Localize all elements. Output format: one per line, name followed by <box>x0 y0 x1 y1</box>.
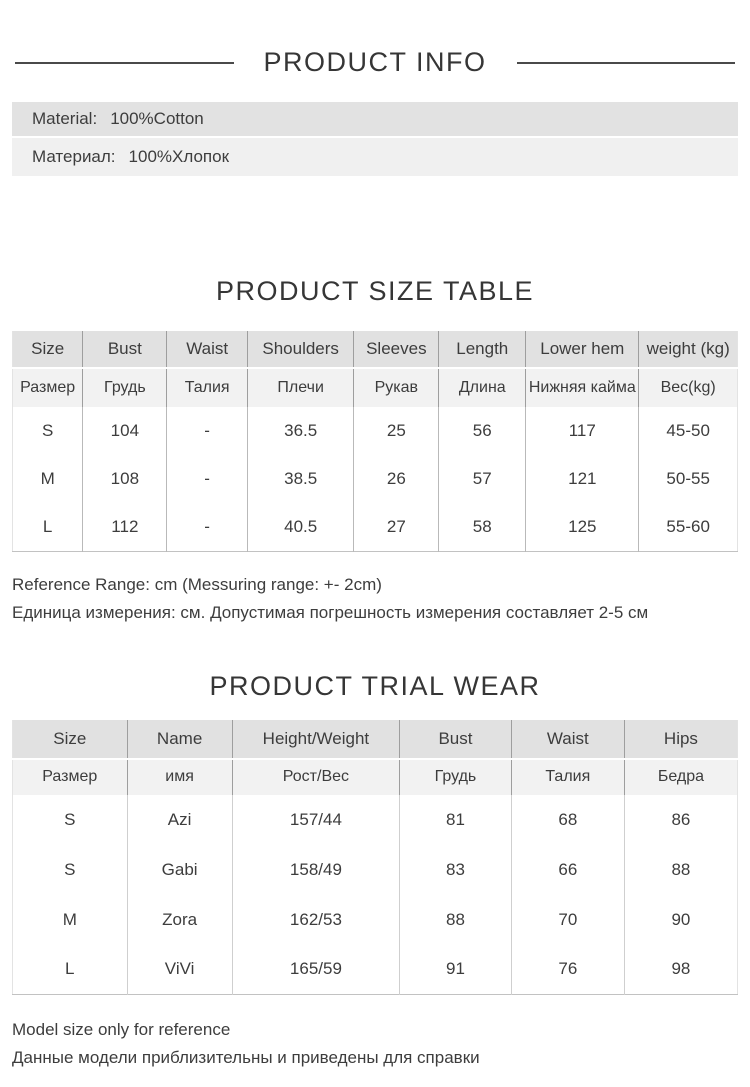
table-cell: S <box>41 421 54 440</box>
table-cell: 45-50 <box>639 407 738 455</box>
table-cell: M <box>40 469 55 488</box>
table-row <box>13 845 738 895</box>
model-notes <box>12 1016 738 1072</box>
table-cell: 81 <box>400 795 512 845</box>
model-note-en: Model size only for reference <box>12 1020 231 1039</box>
table-cell: S <box>64 809 76 829</box>
header-cell-en: Size <box>13 720 128 759</box>
table-cell: 26 <box>354 455 439 503</box>
header-cell-en: Bust <box>400 720 512 759</box>
material-label-en: Material: <box>32 109 98 128</box>
size-table-title: PRODUCT SIZE TABLE <box>215 276 535 306</box>
table-cell: 112 <box>83 503 167 551</box>
table-cell: 108 <box>83 455 167 503</box>
table-cell: 50-55 <box>639 455 738 503</box>
table-cell: 57 <box>439 455 526 503</box>
header-cell-en: Name <box>127 720 232 759</box>
header-cell-en: Waist <box>167 331 247 368</box>
header-cell-ru: Нижняя кайма <box>526 368 639 407</box>
header-cell-en: Length <box>439 331 526 368</box>
header-row <box>13 331 738 368</box>
header-cell-ru: Длина <box>439 368 526 407</box>
size-note-en: Reference Range: cm (Messuring range: +- 2cm) <box>12 574 382 594</box>
table-cell: 83 <box>400 845 512 895</box>
material-value-ru: 100%Хлопок <box>128 147 230 166</box>
table-cell: 88 <box>624 845 737 895</box>
table-cell: 158/49 <box>232 845 399 895</box>
table-cell: 121 <box>526 455 639 503</box>
header-cell-en: Hips <box>624 720 737 759</box>
table-cell: 98 <box>624 945 737 995</box>
header-cell-ru: Грудь <box>400 759 512 795</box>
size-note-ru: Единица измерения: см. Допустимая погрешность измерения составляет 2-5 см <box>12 602 649 622</box>
table-row <box>13 945 738 995</box>
table-cell: 162/53 <box>232 895 399 945</box>
header-row <box>13 368 738 407</box>
header-cell-en: Shoulders <box>247 331 354 368</box>
header-cell-ru: Рост/Вес <box>232 759 399 795</box>
header-cell-en: Waist <box>511 720 624 759</box>
material-row-en <box>12 102 738 136</box>
table-cell: L <box>65 959 75 979</box>
product-size-table <box>12 331 738 552</box>
product-trial-wear-table <box>12 720 738 996</box>
table-row <box>13 895 738 945</box>
table-cell: Gabi <box>127 845 232 895</box>
table-cell: 104 <box>83 407 167 455</box>
table-cell: 27 <box>354 503 439 551</box>
table-cell: 66 <box>511 845 624 895</box>
header-cell-en: Lower hem <box>526 331 639 368</box>
material-label-ru: Материал: <box>32 147 116 166</box>
table-row <box>13 795 738 845</box>
header-cell-en: Bust <box>83 331 167 368</box>
table-cell: 157/44 <box>232 795 399 845</box>
header-cell-en: Sleeves <box>354 331 439 368</box>
table-cell: Azi <box>127 795 232 845</box>
table-cell: 76 <box>511 945 624 995</box>
table-cell: 90 <box>624 895 737 945</box>
header-cell-ru: Талия <box>511 759 624 795</box>
table-cell: - <box>167 503 247 551</box>
header-cell-ru: Вес(kg) <box>639 368 738 407</box>
trial-wear-title: PRODUCT TRIAL WEAR <box>209 670 541 701</box>
table-cell: 88 <box>400 895 512 945</box>
product-info-heading <box>12 47 738 78</box>
product-info-title: PRODUCT INFO <box>263 47 487 77</box>
header-cell-ru: имя <box>127 759 232 795</box>
table-row <box>13 503 738 551</box>
header-row <box>13 720 738 759</box>
table-cell: - <box>167 455 247 503</box>
header-cell-en: Height/Weight <box>232 720 399 759</box>
model-note-ru: Данные модели приблизительны и приведены для справки <box>12 1048 480 1067</box>
table-cell: ViVi <box>127 945 232 995</box>
product-description-page <box>0 47 750 1072</box>
table-cell: 55-60 <box>639 503 738 551</box>
header-cell-ru: Размер <box>13 759 128 795</box>
header-cell-ru: Бедра <box>624 759 737 795</box>
table-cell: 86 <box>624 795 737 845</box>
header-cell-en: weight (kg) <box>639 331 738 368</box>
table-cell: 91 <box>400 945 512 995</box>
table-cell: L <box>42 516 53 536</box>
table-cell: 70 <box>511 895 624 945</box>
table-cell: Zora <box>127 895 232 945</box>
table-row <box>13 407 738 455</box>
table-cell: 40.5 <box>247 503 354 551</box>
table-cell: 58 <box>439 503 526 551</box>
header-cell-ru: Плечи <box>247 368 354 407</box>
heading-rule-right <box>517 62 736 64</box>
table-cell: 68 <box>511 795 624 845</box>
table-cell: 56 <box>439 407 526 455</box>
table-cell: 117 <box>526 407 639 455</box>
header-cell-ru: Грудь <box>83 368 167 407</box>
header-cell-ru: Размер <box>13 368 83 407</box>
table-cell: - <box>167 407 247 455</box>
table-row <box>13 455 738 503</box>
header-cell-ru: Рукав <box>354 368 439 407</box>
table-cell: S <box>64 859 76 879</box>
table-cell: 165/59 <box>232 945 399 995</box>
material-row-ru <box>12 138 738 176</box>
table-cell: 125 <box>526 503 639 551</box>
table-cell: M <box>62 909 77 929</box>
table-cell: 36.5 <box>247 407 354 455</box>
table-cell: 25 <box>354 407 439 455</box>
header-cell-ru: Талия <box>167 368 247 407</box>
table-cell: 38.5 <box>247 455 354 503</box>
heading-rule-left <box>15 62 234 64</box>
material-value-en: 100%Cotton <box>110 109 204 128</box>
header-row <box>13 759 738 795</box>
header-cell-en: Size <box>13 331 83 368</box>
